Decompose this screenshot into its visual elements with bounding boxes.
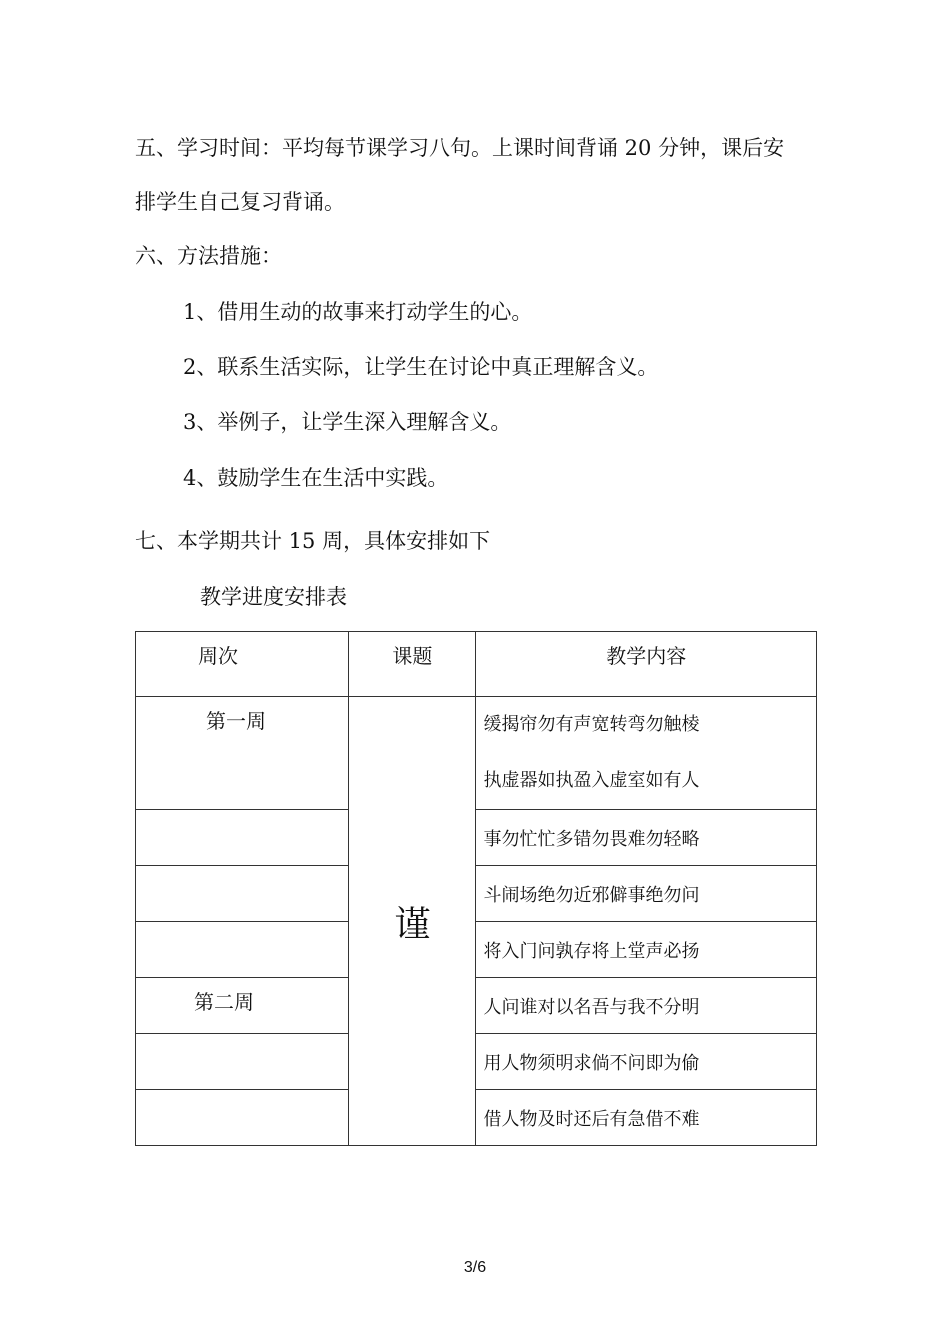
table-title: 教学进度安排表: [200, 585, 347, 609]
table-row: [136, 697, 817, 810]
content-cell: 事勿忙忙多错勿畏难勿轻略: [476, 810, 817, 866]
content-cell: [476, 697, 817, 810]
topic-cell: 谨: [349, 697, 476, 1146]
section-heading-methods: 六、方法措施：: [135, 244, 282, 268]
method-item-1: 1、借用生动的故事来打动学生的心。: [183, 300, 533, 324]
schedule-table: [135, 631, 817, 1146]
table-row: [136, 810, 817, 866]
header-topic: 课题: [349, 632, 476, 697]
week-cell-empty: [136, 866, 349, 922]
week-cell-empty: [136, 1034, 349, 1090]
method-item-3: 3、举例子，让学生深入理解含义。: [183, 410, 512, 434]
method-item-2: 2、联系生活实际，让学生在讨论中真正理解含义。: [183, 355, 659, 379]
method-item-4: 4、鼓励学生在生活中实践。: [183, 466, 449, 490]
header-content: 教学内容: [476, 632, 817, 697]
content-line: 缓揭帘勿有声宽转弯勿触棱: [483, 714, 700, 735]
content-cell: 借人物及时还后有急借不难: [476, 1090, 817, 1146]
section-heading-schedule: 七、本学期共计 15 周，具体安排如下: [135, 529, 491, 553]
table-header-row: [136, 632, 817, 697]
week-cell-empty: [136, 922, 349, 978]
content-line: 执虚器如执盈入虚室如有人: [483, 770, 700, 791]
week-cell-empty: [136, 810, 349, 866]
header-week: 周次: [136, 632, 349, 697]
table-row: [136, 866, 817, 922]
content-cell: 将入门问孰存将上堂声必扬: [476, 922, 817, 978]
content-cell: 斗闹场绝勿近邪僻事绝勿问: [476, 866, 817, 922]
table-row: [136, 922, 817, 978]
page-number: 3/6: [463, 1259, 487, 1276]
week-cell: 第二周: [136, 978, 349, 1034]
content-cell: 人问谁对以名吾与我不分明: [476, 978, 817, 1034]
paragraph-study-time-line1: 五、学习时间：平均每节课学习八句。上课时间背诵 20 分钟，课后安: [135, 136, 785, 160]
table-row: [136, 1034, 817, 1090]
week-cell: 第一周: [136, 697, 349, 810]
paragraph-study-time-line2: 排学生自己复习背诵。: [135, 190, 345, 214]
table-row: [136, 1090, 817, 1146]
table-row: [136, 978, 817, 1034]
week-cell-empty: [136, 1090, 349, 1146]
content-cell: 用人物须明求倘不问即为偷: [476, 1034, 817, 1090]
